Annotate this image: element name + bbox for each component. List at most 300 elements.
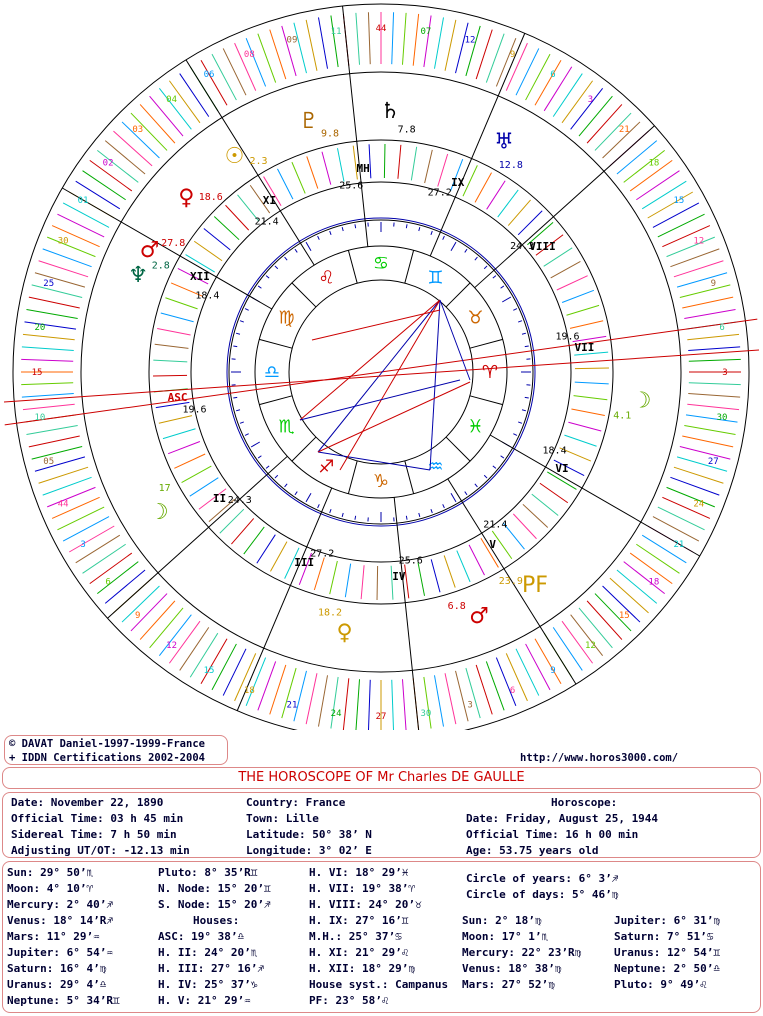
outer-ring-number: 21: [673, 540, 685, 550]
degree-tick: [518, 321, 522, 322]
outer-spoke: [667, 487, 715, 506]
house-label: XI: [262, 194, 276, 208]
outer-ring-number: 9: [509, 50, 516, 61]
outer-spoke: [617, 141, 660, 174]
outer-ring-number: 3: [80, 540, 86, 550]
zodiac-sign-glyph: ♏: [278, 416, 295, 438]
planet-degree-value: 18.2: [318, 607, 343, 619]
outer-spoke: [26, 425, 77, 434]
degree-tick: [355, 516, 356, 520]
sign-divider: [348, 250, 357, 283]
birth-longitude: Longitude: 3° 02’ E: [246, 844, 372, 857]
birth-latitude: Latitude: 50° 38’ N: [246, 828, 372, 841]
outer-spoke: [687, 404, 739, 409]
mid-spoke: [557, 276, 588, 290]
outer-ring-number: 9: [550, 665, 556, 676]
outer-spoke: [544, 67, 572, 111]
outer-ring-number: 12: [166, 640, 178, 651]
zodiac-sign-glyph: ♊: [427, 267, 444, 289]
planet-glyph: ♄: [380, 99, 401, 125]
outer-ring-number: 21: [286, 700, 298, 711]
house-label: IX: [451, 175, 465, 189]
outer-ring-number: 20: [34, 323, 46, 334]
outer-ring-number: 24: [693, 499, 705, 510]
mid-spoke: [523, 504, 548, 527]
outer-spoke: [356, 679, 360, 730]
mid-spoke: [257, 535, 276, 564]
birth-sidereal-time: Sidereal Time: 7 h 50 min: [11, 828, 177, 841]
outer-ring-number: 05: [43, 457, 55, 468]
mid-spoke: [384, 144, 385, 178]
outer-spoke: [516, 48, 539, 95]
transit-planet-row: Uranus: 12° 54’♊: [614, 946, 720, 959]
degree-tick: [493, 466, 496, 469]
outer-spoke: [318, 675, 327, 726]
outer-spoke: [294, 23, 307, 73]
outer-spoke: [553, 74, 582, 117]
degree-tick: [306, 493, 311, 502]
outer-spoke: [69, 526, 114, 552]
natal-planet-row: Sun: 29° 50’♏: [7, 866, 94, 879]
outer-spoke: [83, 544, 126, 573]
outer-ring-number: 18: [648, 158, 660, 169]
outer-spoke: [223, 649, 246, 696]
natal-planet-row: Saturn: 16° 4’♍: [7, 962, 107, 975]
outer-spoke: [667, 237, 715, 256]
mid-spoke: [163, 429, 196, 439]
outer-spoke: [677, 457, 727, 471]
circle-of-days: Circle of days: 5° 46’♍: [466, 888, 619, 901]
sign-divider: [446, 437, 470, 461]
house-label: II: [212, 492, 227, 506]
degree-tick: [451, 242, 456, 251]
degree-tick: [522, 333, 526, 334]
mid-spoke: [498, 190, 518, 217]
mid-spoke: [567, 305, 600, 315]
aspect-line: [440, 300, 470, 380]
outer-spoke: [658, 507, 705, 530]
outer-ring-number: 24: [330, 709, 342, 720]
house-label: VI: [555, 462, 569, 476]
outer-ring-number: 9: [710, 278, 716, 289]
planet-degree-value: 12.8: [498, 160, 523, 172]
degree-tick: [236, 410, 240, 411]
house-degree-value: 18.4: [542, 445, 567, 457]
degree-tick: [525, 346, 529, 347]
transit-planet-row: Sun: 2° 18’♍: [462, 914, 542, 927]
degree-tick: [465, 492, 467, 495]
zodiac-sign-glyph: ♎: [263, 362, 281, 383]
mid-spoke: [161, 313, 194, 322]
degree-tick: [355, 224, 356, 228]
outer-ring-number: 07: [420, 26, 432, 37]
degree-tick: [406, 516, 407, 520]
outer-spoke: [687, 334, 739, 339]
aspect-line: [318, 452, 430, 470]
degree-tick: [258, 286, 261, 288]
mid-spoke: [214, 217, 239, 240]
zodiac-sign-glyph: ♒: [427, 456, 444, 478]
outer-ring-number: 6: [550, 70, 556, 81]
outer-spoke: [105, 570, 145, 603]
mid-spoke: [194, 241, 222, 261]
website-link[interactable]: http://www.horos3000.com/: [520, 752, 679, 764]
planet-degree-value: 2.8: [151, 260, 170, 272]
house-cusp-line: [108, 456, 288, 618]
aspect-line: [312, 310, 440, 340]
natal-house-row: H. XII: 18° 29’♍: [309, 962, 415, 975]
transit-planet-row: Mercury: 22° 23’R♍: [462, 946, 582, 959]
outer-ring-number: 3: [587, 95, 594, 106]
mid-spoke: [540, 483, 568, 503]
transit-planet-row: Mars: 27° 52’♍: [462, 978, 555, 991]
planet-glyph: ♅: [494, 129, 514, 155]
natal-house-row: H. VIII: 24° 20’♉: [309, 898, 422, 911]
outer-spoke: [21, 383, 73, 385]
mid-spoke: [463, 165, 477, 196]
degree-tick: [431, 231, 432, 235]
planet-glyph: ☽: [631, 388, 652, 414]
degree-tick: [245, 309, 249, 311]
house-degree-value: 24.3: [227, 495, 252, 507]
copyright-line-1: © DAVAT Daniel-1997-1999-France: [9, 738, 205, 750]
degree-tick: [233, 397, 237, 398]
outer-spoke: [32, 447, 82, 460]
mid-spoke: [532, 494, 558, 515]
aspect-line: [318, 382, 470, 452]
aspect-line: [340, 300, 440, 470]
mid-spoke: [292, 162, 305, 193]
degree-tick: [233, 346, 237, 347]
outer-spoke: [402, 13, 406, 65]
natal-house-row: House syst.: Campanus: [309, 978, 449, 991]
natal-house-row: M.H.: 25° 37’♋: [309, 930, 402, 943]
outer-spoke: [306, 20, 317, 71]
mid-spoke: [165, 298, 197, 309]
outer-spoke: [26, 309, 77, 318]
zodiac-sign-glyph: ♌: [318, 267, 335, 289]
house-cusp-line: [490, 435, 700, 556]
natal-house-row: H. VII: 19° 38’♈: [309, 882, 415, 895]
outer-spoke: [356, 13, 360, 65]
outer-spoke: [97, 562, 138, 594]
degree-tick: [518, 422, 522, 423]
sign-divider: [292, 283, 316, 307]
zodiac-sign-glyph: ♉: [467, 307, 484, 329]
mid-spoke: [418, 562, 424, 595]
outer-ring-number: 25: [43, 278, 55, 289]
outer-spoke: [212, 644, 236, 690]
mid-spoke: [438, 154, 448, 187]
outer-ring-number: 09: [286, 35, 298, 46]
outer-spoke: [516, 649, 539, 696]
transit-planet-row: Neptune: 2° 50’♎: [614, 962, 720, 975]
mid-spoke: [562, 290, 594, 302]
planet-degree-value: 9.8: [321, 128, 340, 140]
outer-spoke: [212, 54, 236, 100]
horoscope-official-time: Official Time: 16 h 00 min: [466, 828, 639, 841]
mid-spoke: [174, 454, 205, 468]
outer-ring-number: 44: [375, 24, 387, 34]
degree-tick: [266, 276, 269, 279]
outer-ring-number: 15: [673, 196, 685, 206]
planet-glyph: ♂: [469, 603, 490, 629]
outer-spoke: [684, 425, 735, 434]
degree-tick: [275, 266, 278, 269]
zodiac-sign-glyph: ♐: [318, 456, 335, 478]
outer-ring-number: 10: [34, 412, 46, 423]
natal-house-row: Houses:: [193, 914, 240, 927]
outer-spoke: [445, 20, 456, 71]
outer-spoke: [140, 601, 175, 640]
outer-spoke: [368, 680, 370, 730]
outer-spoke: [243, 38, 265, 86]
outer-ring-number: 3: [722, 368, 728, 378]
outer-spoke: [223, 48, 246, 95]
mid-spoke: [551, 261, 581, 277]
house-degree-value: 25.6: [339, 180, 364, 192]
transit-planet-row: Pluto: 9° 49’♌: [614, 978, 707, 991]
outer-spoke: [424, 16, 431, 67]
mid-spoke: [345, 564, 350, 598]
outer-ring-number: 30: [420, 709, 432, 720]
outer-ring-number: 03: [132, 124, 144, 135]
outer-spoke: [57, 507, 104, 530]
mid-spoke: [155, 344, 189, 348]
outer-spoke: [680, 285, 730, 298]
outer-ring-number: 6: [105, 577, 111, 588]
degree-tick: [465, 249, 467, 252]
planet-degree-value: 27.8: [161, 238, 186, 250]
natal-house-row: H. VI: 18° 29’♓: [309, 866, 409, 879]
outer-ring-number: 44: [57, 499, 69, 510]
outer-spoke: [83, 171, 126, 200]
degree-tick: [502, 297, 511, 302]
mid-spoke: [182, 466, 212, 482]
mid-spoke: [330, 561, 338, 594]
outer-spoke: [682, 436, 733, 447]
outer-ring-number: 06: [203, 70, 215, 81]
natal-house-row: H. XI: 21° 29’♌: [309, 946, 409, 959]
outer-spoke: [318, 17, 327, 68]
mid-spoke: [513, 514, 536, 539]
house-label: V: [489, 537, 496, 551]
outer-spoke: [688, 393, 740, 397]
mid-spoke: [568, 422, 601, 431]
outer-spoke: [140, 104, 175, 143]
mid-spoke: [231, 518, 253, 544]
mid-spoke: [153, 375, 187, 376]
planet-degree-value: 7.8: [397, 124, 416, 136]
planet-glyph: ☽: [148, 499, 169, 525]
mid-spoke: [307, 156, 318, 188]
degree-tick: [484, 266, 487, 269]
natal-planet-row: Venus: 18° 14’R♐: [7, 914, 113, 927]
outer-spoke: [63, 517, 109, 541]
outer-spoke: [445, 673, 456, 724]
outer-spoke: [553, 627, 582, 670]
sign-divider: [446, 283, 470, 307]
outer-spoke: [579, 96, 612, 136]
mid-spoke: [220, 509, 244, 533]
degree-tick: [285, 257, 288, 260]
natal-house-row: H. IV: 25° 37’♑: [158, 978, 258, 991]
outer-spoke: [29, 297, 80, 308]
outer-spoke: [47, 487, 95, 506]
outer-ring-number: 21: [618, 124, 630, 135]
outer-ring-number: 12: [464, 35, 476, 46]
chart-title: THE HOROSCOPE OF Mr Charles DE GAULLE: [2, 767, 761, 789]
degree-tick: [306, 242, 311, 251]
mid-spoke: [377, 566, 378, 600]
mid-spoke: [411, 147, 416, 181]
outer-spoke: [535, 60, 561, 105]
outer-ring-number: 01: [77, 196, 89, 206]
degree-tick: [501, 456, 504, 458]
degree-tick: [419, 513, 420, 517]
house-degree-value: 19.6: [555, 331, 580, 343]
outer-spoke: [587, 104, 622, 143]
outer-ring-number: 27: [375, 712, 387, 722]
planet-degree-value: 6.8: [447, 601, 466, 613]
house-label: MH: [356, 161, 370, 175]
degree-tick: [266, 466, 269, 469]
transit-planet-row: Saturn: 7° 51’♋: [614, 930, 714, 943]
outer-spoke: [535, 639, 561, 684]
outer-spoke: [22, 393, 74, 397]
outer-spoke: [402, 679, 406, 730]
house-label: IV: [392, 570, 406, 584]
outer-spoke: [102, 141, 145, 174]
degree-tick: [342, 513, 343, 517]
birth-date: Date: November 22, 1890: [11, 796, 164, 809]
degree-tick: [513, 309, 517, 311]
mid-spoke: [361, 565, 364, 599]
house-degree-value: 21.4: [254, 216, 279, 228]
mid-spoke: [425, 150, 433, 183]
outer-spoke: [368, 12, 370, 64]
outer-spoke: [201, 639, 227, 684]
copyright-box: [4, 735, 228, 765]
mid-spoke: [322, 152, 331, 185]
natal-house-row: ASC: 19° 38’♎: [158, 930, 245, 943]
transit-planet-row: Moon: 17° 1’♏: [462, 930, 549, 943]
mid-spoke: [444, 555, 455, 587]
horoscope-heading: Horoscope:: [551, 796, 618, 809]
degree-tick: [318, 236, 320, 240]
mid-spoke: [226, 205, 249, 230]
degree-tick: [295, 492, 297, 495]
outer-ring-number: 18: [648, 577, 660, 588]
house-degree-value: 27.2: [310, 548, 335, 560]
degree-tick: [240, 422, 244, 423]
zodiac-sign-glyph: ♓: [467, 416, 484, 438]
outer-ring-number: 15: [203, 665, 215, 676]
outer-spoke: [653, 203, 699, 227]
outer-ring-number: 18: [243, 685, 255, 696]
outer-ring-number: 3: [467, 700, 473, 711]
outer-ring-number: 6: [719, 323, 725, 334]
natal-planet-row: Neptune: 5° 34’R♊: [7, 994, 120, 1007]
sign-divider: [405, 250, 414, 283]
degree-tick: [431, 509, 432, 513]
birth-data-box: [2, 792, 761, 858]
mid-spoke: [159, 416, 192, 424]
degree-tick: [443, 504, 445, 508]
degree-tick: [484, 475, 487, 478]
outer-ring-number: 15: [618, 611, 630, 622]
outer-spoke: [456, 23, 469, 73]
sign-divider: [259, 339, 292, 348]
outer-spoke: [680, 447, 730, 460]
outer-ring-number: 30: [57, 236, 69, 247]
mid-spoke: [168, 442, 200, 454]
degree-tick: [258, 456, 261, 458]
sign-divider: [470, 339, 503, 348]
outer-spoke: [413, 14, 418, 66]
outer-spoke: [587, 601, 622, 640]
degree-tick: [330, 231, 331, 235]
mid-spoke: [431, 559, 440, 592]
outer-spoke: [180, 627, 209, 670]
house-label: VIII: [529, 239, 556, 253]
outer-spoke: [25, 322, 76, 329]
outer-spoke: [201, 60, 227, 105]
outer-spoke: [610, 578, 649, 613]
birth-country: Country: France: [246, 796, 346, 809]
outer-spoke: [392, 12, 394, 64]
degree-tick: [501, 286, 504, 288]
planet-degree-value: 17: [158, 483, 171, 495]
sign-divider: [292, 437, 316, 461]
copyright-line-2: + IDDN Certifications 2002-2004: [9, 752, 205, 764]
mid-spoke: [270, 542, 286, 572]
planet-degree-value: 4.1: [613, 410, 632, 422]
outer-spoke: [648, 192, 693, 218]
outer-spoke: [434, 17, 443, 68]
outer-spoke: [331, 16, 338, 67]
outer-ring-number: 04: [166, 95, 178, 106]
sign-divider: [259, 396, 292, 405]
outer-spoke: [294, 671, 307, 721]
house-cusp-line: [394, 497, 419, 730]
outer-spoke: [113, 131, 152, 166]
degree-tick: [275, 475, 278, 478]
outer-spoke: [32, 285, 82, 298]
natal-planet-row: Uranus: 29° 4’♎: [7, 978, 107, 991]
sign-divider: [348, 461, 357, 494]
transit-planet-row: Jupiter: 6° 31’♍: [614, 914, 720, 927]
degree-tick: [342, 227, 343, 231]
outer-spoke: [343, 678, 348, 730]
zodiac-sign-glyph: ♍: [278, 307, 295, 329]
house-degree-value: 19.6: [182, 404, 207, 416]
house-cusp-line: [343, 6, 368, 247]
outer-ring-number: 30: [716, 412, 728, 423]
outer-spoke: [684, 309, 735, 318]
degree-tick: [525, 397, 529, 398]
house-degree-value: 25.6: [398, 555, 423, 567]
outer-ring-number: 02: [102, 158, 114, 169]
zodiac-sign-glyph: ♈: [481, 362, 499, 383]
outer-spoke: [21, 359, 73, 361]
horoscope-age: Age: 53.75 years old: [466, 844, 599, 857]
outer-ring-number: 27: [707, 457, 719, 468]
degree-tick: [419, 227, 420, 231]
outer-spoke: [23, 404, 75, 409]
planet-glyph: ☉: [224, 143, 245, 169]
mid-spoke: [157, 328, 190, 334]
